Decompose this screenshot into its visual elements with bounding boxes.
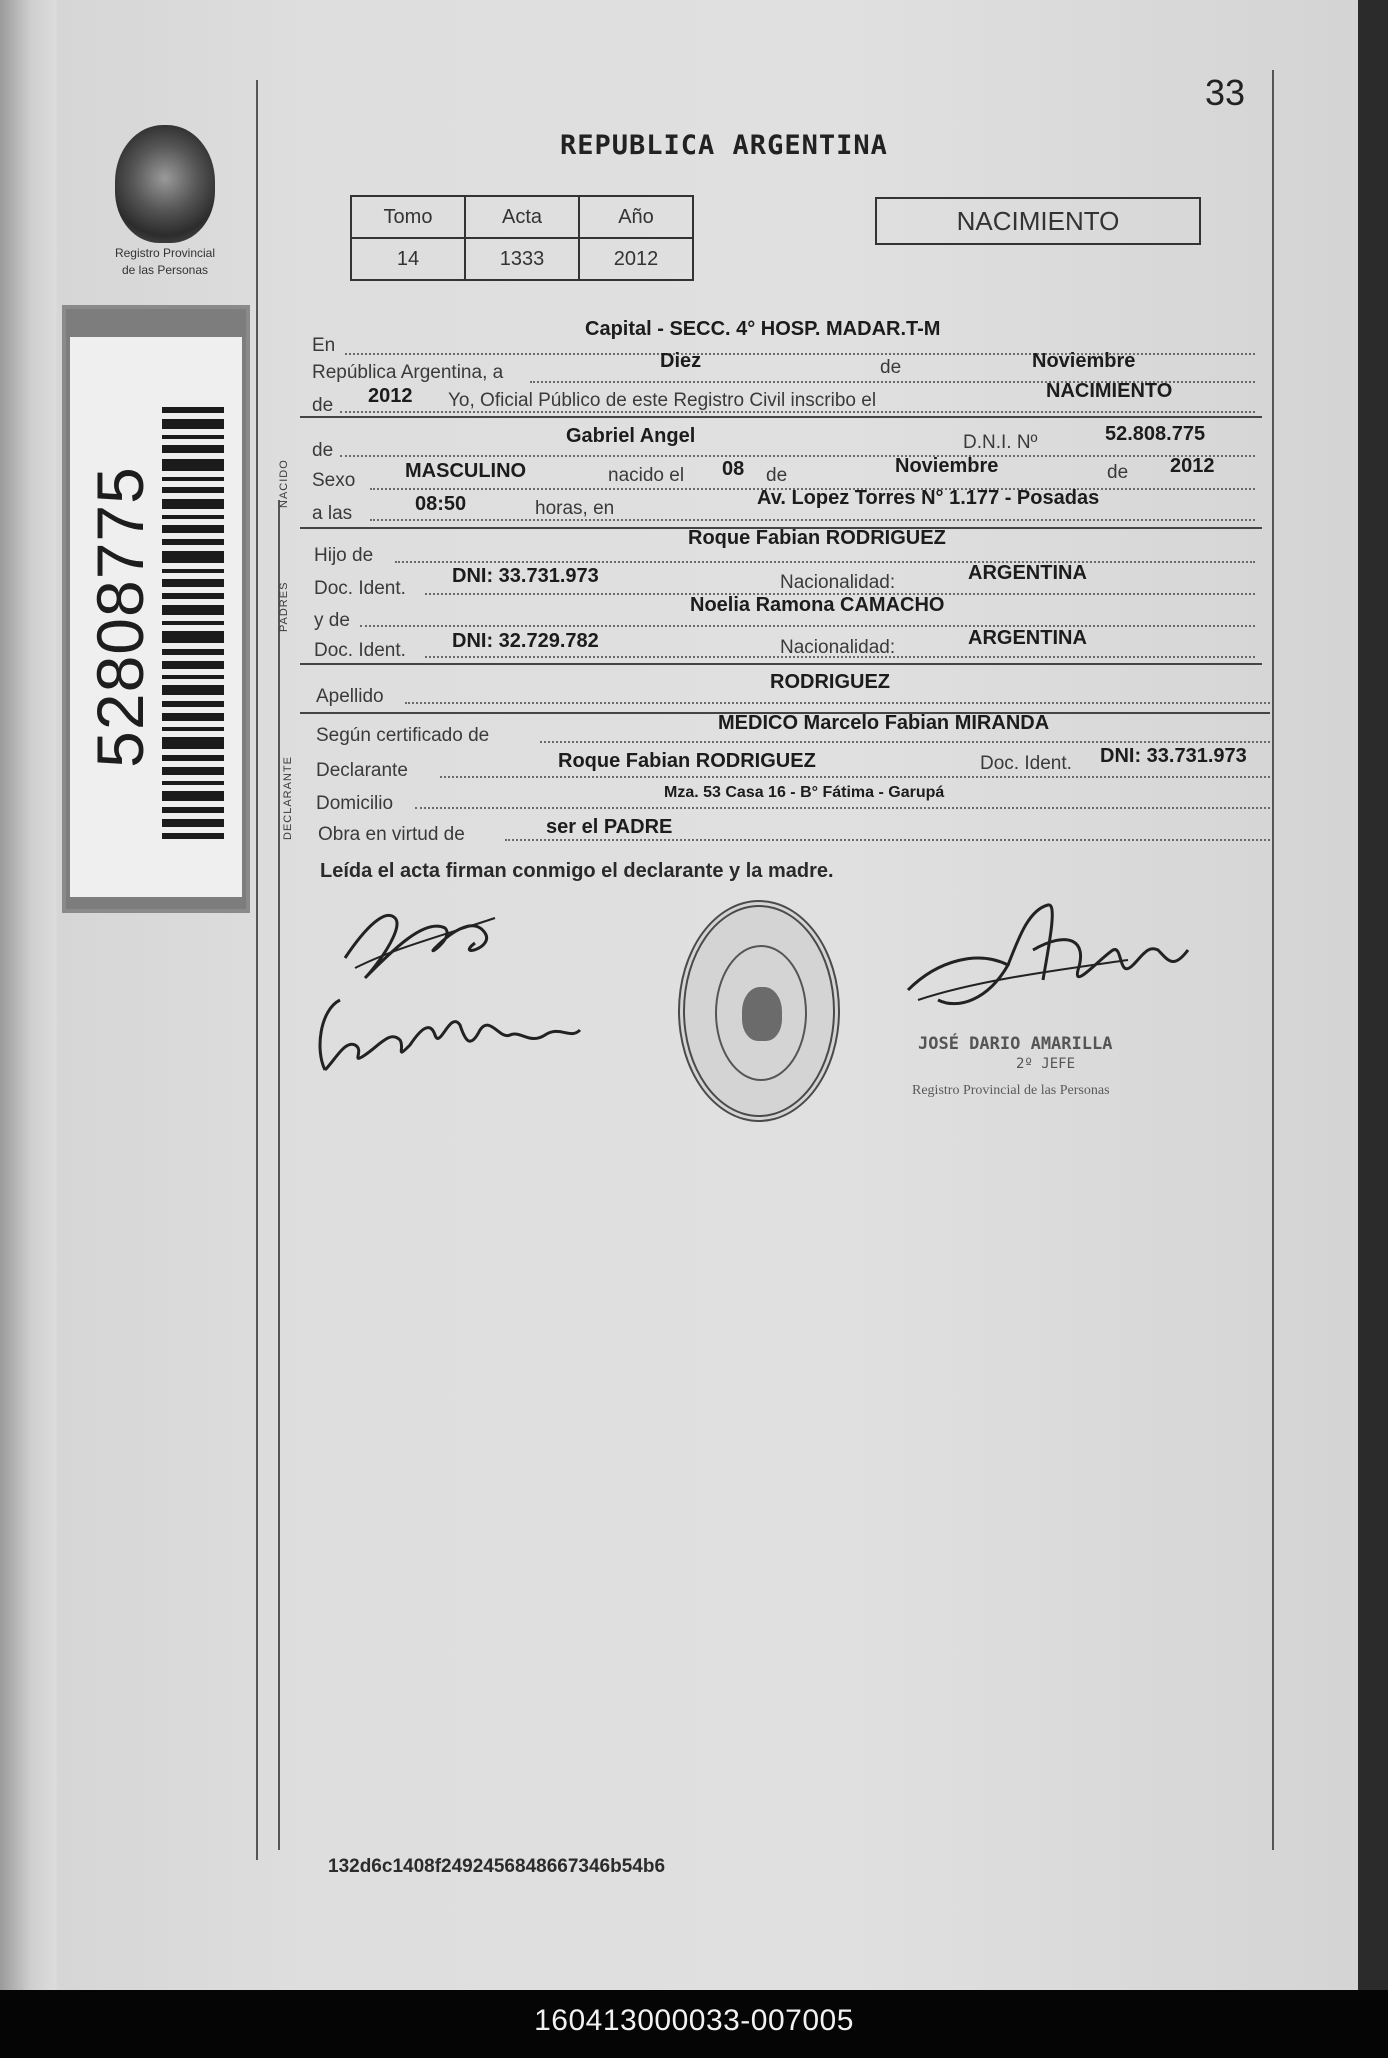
barcode-number: 52808775 [83,466,157,768]
coat-of-arms-icon [115,125,215,243]
year-value: 2012 [368,385,413,407]
nacido-section-label: NACIDO [278,459,290,508]
horas-label: horas, en [535,498,615,519]
official-name: JOSÉ DARIO AMARILLA [918,1034,1113,1054]
declarante-address: Mza. 53 Casa 16 - B° Fátima - Garupá [664,784,945,801]
nacido-dni: 52.808.775 [1105,423,1206,445]
obra-value: ser el PADRE [546,816,673,838]
register-value-ano: 2012 [579,238,693,280]
official-role: 2º JEFE [1016,1056,1076,1072]
stamp-inner-ring [715,945,807,1081]
nacido-de-label-2: de [766,465,788,486]
nacido-de-label: de [312,440,334,461]
inscribo-value: NACIMIENTO [1046,380,1173,402]
section-rule-3 [300,663,1262,665]
declarante-label: Declarante [316,760,408,781]
official-signature-icon [898,890,1198,1030]
register-table [350,195,694,281]
section-rule-1 [300,416,1262,418]
logo-text-line1: Registro Provincial [114,246,216,260]
shield-icon [742,987,782,1041]
domicilio-label: Domicilio [316,793,394,814]
mother-doc: DNI: 32.729.782 [452,630,599,652]
nacido-year: 2012 [1170,455,1215,477]
register-header-acta: Acta [465,196,579,238]
madre-signature-icon [310,990,590,1080]
mother-name: Noelia Ramona CAMACHO [690,594,945,616]
declarante-doc-label: Doc. Ident. [980,753,1072,774]
nacido-name: Gabriel Angel [566,425,696,447]
closing-statement: Leída el acta firman conmigo el declarante y la madre. [320,860,834,882]
declarante-signature-icon [335,888,505,988]
mother-nat-label: Nacionalidad: [780,637,896,658]
declarante-section-label: DECLARANTE [282,756,294,840]
republica-label: República Argentina, a [312,362,504,383]
republica-de-label: de [880,357,902,378]
nacido-de-label-3: de [1107,462,1129,483]
dni-label: D.N.I. Nº [963,432,1038,453]
yde-dots [360,624,1255,627]
bottom-code: 160413000033-007005 [534,2004,854,2037]
right-margin-line [1272,70,1274,1850]
document-title: REPUBLICA ARGENTINA [560,130,888,161]
father-nat-label: Nacionalidad: [780,572,896,593]
declarante-doc: DNI: 33.731.973 [1100,745,1247,767]
declarante-name: Roque Fabian RODRIGUEZ [558,750,816,772]
mother-doc-label: Doc. Ident. [314,640,406,661]
cert-label: Según certificado de [316,725,490,746]
barcode-label [62,305,250,913]
record-type-box: NACIMIENTO [875,197,1201,245]
republica-day: Diez [660,350,702,372]
barcode-bars-icon [162,407,224,847]
apellido-dots [405,701,1270,704]
de-label: de [312,395,334,416]
republica-month: Noviembre [1032,350,1136,372]
padres-section-label: PADRES [278,581,290,632]
nacido-name-dots [340,454,1255,457]
cert-value: MEDICO Marcelo Fabian MIRANDA [718,712,1050,734]
official-organization: Registro Provincial de las Personas [912,1083,1110,1098]
register-header-ano: Año [579,196,693,238]
barcode-inner [70,337,242,897]
father-doc: DNI: 33.731.973 [452,565,599,587]
registry-logo [90,125,240,300]
obra-label: Obra en virtud de [318,824,465,845]
register-header-row [351,196,693,238]
nacido-place: Av. Lopez Torres N° 1.177 - Posadas [757,487,1100,509]
nacido-month: Noviembre [895,455,999,477]
register-value-row [351,238,693,280]
alas-dots [370,518,1255,521]
inner-margin-line [278,500,280,1850]
sexo-label: Sexo [312,470,356,491]
father-nationality: ARGENTINA [968,562,1087,584]
official-stamp [678,900,840,1122]
hijo-dots [395,560,1255,563]
register-value-tomo: 14 [351,238,465,280]
father-doc-label: Doc. Ident. [314,578,406,599]
mother-nationality: ARGENTINA [968,627,1087,649]
hijo-label: Hijo de [314,545,374,566]
apellido-label: Apellido [316,686,384,707]
page-number: 33 [1205,72,1246,113]
yo-text: Yo, Oficial Público de este Registro Civil inscribo el [448,390,877,411]
nacido-time: 08:50 [415,493,467,515]
alas-label: a las [312,503,353,524]
yde-label: y de [314,610,350,631]
father-name: Roque Fabian RODRIGUEZ [688,527,946,549]
document-hash: 132d6c1408f2492456848667346b54b6 [328,1856,666,1877]
en-value: Capital - SECC. 4° HOSP. MADAR.T-M [585,318,941,340]
nacido-sexo: MASCULINO [405,460,527,482]
logo-text-line2: de las Personas [121,263,209,277]
en-label: En [312,335,336,356]
cert-dots [540,740,1270,743]
register-header-tomo: Tomo [351,196,465,238]
nacido-el-label: nacido el [608,465,685,486]
register-value-acta: 1333 [465,238,579,280]
domicilio-dots [415,806,1270,809]
declarante-dots [440,775,1270,778]
nacido-day: 08 [722,458,745,480]
left-margin-line [256,80,258,1860]
apellido-value: RODRIGUEZ [770,671,890,693]
